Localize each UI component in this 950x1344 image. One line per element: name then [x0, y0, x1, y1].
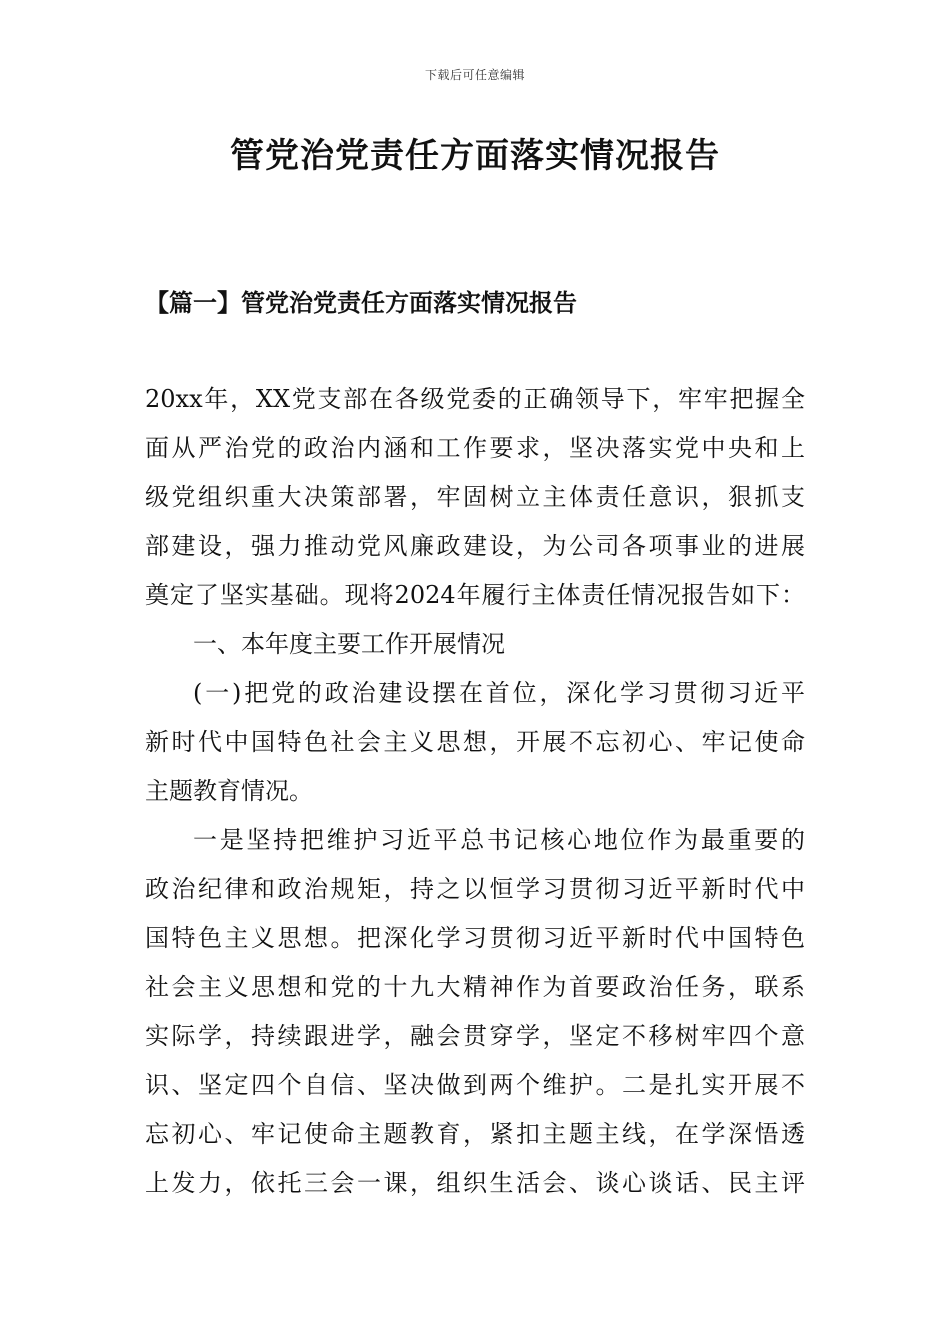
- paragraph-line: 忘初心、牢记使命主题教育，紧扣主题主线，在学深悟透: [145, 1120, 805, 1148]
- paragraph-line: 奠定了坚实基础。现将2024年履行主体责任情况报告如下：: [145, 581, 805, 609]
- paragraph-line: 上发力，依托三会一课，组织生活会、谈心谈话、民主评: [145, 1169, 805, 1197]
- document-title: 管党治党责任方面落实情况报告: [230, 136, 720, 176]
- paragraph-line: 主题教育情况。: [145, 777, 313, 805]
- paragraph-line: (一)把党的政治建设摆在首位，深化学习贯彻习近平: [193, 679, 805, 707]
- paragraph-line: 社会主义思想和党的十九大精神作为首要政治任务，联系: [145, 973, 805, 1001]
- paragraph-line: 政治纪律和政治规矩，持之以恒学习贯彻习近平新时代中: [145, 875, 805, 903]
- paragraph-line: 新时代中国特色社会主义思想，开展不忘初心、牢记使命: [145, 728, 805, 756]
- paragraph-line: 级党组织重大决策部署，牢固树立主体责任意识，狠抓支: [145, 483, 805, 511]
- paragraph-line: 部建设，强力推动党风廉政建设，为公司各项事业的进展: [145, 532, 805, 560]
- subheading-line: 一、本年度主要工作开展情况: [193, 630, 505, 658]
- body-text: [145, 375, 805, 1208]
- paragraph-line: 国特色主义思想。把深化学习贯彻习近平新时代中国特色: [145, 924, 805, 952]
- header-note: 下载后可任意编辑: [424, 68, 525, 82]
- paragraph-line: 实际学，持续跟进学，融会贯穿学，坚定不移树牢四个意: [145, 1022, 805, 1050]
- paragraph-line: 一是坚持把维护习近平总书记核心地位作为最重要的: [193, 826, 805, 854]
- paragraph-line: 面从严治党的政治内涵和工作要求，坚决落实党中央和上: [145, 434, 805, 462]
- paragraph-line: 20xx年，XX党支部在各级党委的正确领导下，牢牢把握全: [145, 385, 805, 413]
- section-heading: 【篇一】管党治党责任方面落实情况报告: [145, 288, 577, 317]
- paragraph-line: 识、坚定四个自信、坚决做到两个维护。二是扎实开展不: [145, 1071, 805, 1099]
